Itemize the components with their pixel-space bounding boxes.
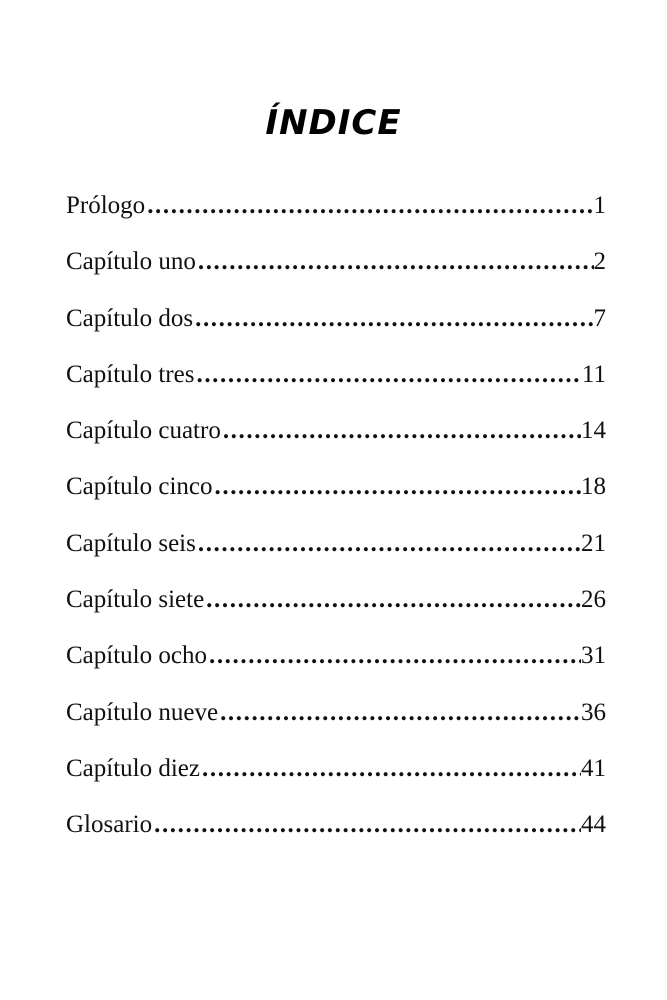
dot-leader — [196, 242, 594, 282]
toc-entry-page: 44 — [581, 811, 606, 839]
page-title: ÍNDICE — [265, 103, 402, 143]
toc-entry-label: Capítulo ocho — [66, 642, 207, 670]
toc-entry-page: 1 — [593, 192, 606, 219]
toc-entry-label: Capítulo uno — [66, 248, 196, 276]
toc-entry-capitulo-dos — [66, 299, 606, 355]
toc-entry-capitulo-diez — [66, 749, 606, 805]
dot-leader — [152, 805, 581, 845]
dot-leader — [218, 693, 581, 733]
toc-entry-capitulo-siete — [66, 580, 606, 636]
toc-entry-page: 21 — [581, 529, 606, 557]
toc-entry-label: Capítulo tres — [66, 360, 195, 388]
toc-entry-label: Capítulo dos — [66, 304, 194, 332]
toc-entry-page: 36 — [581, 698, 606, 726]
toc-entry-page: 18 — [581, 473, 606, 501]
toc-entry-page: 41 — [581, 754, 606, 782]
toc-entry-label: Capítulo diez — [66, 754, 200, 782]
dot-leader — [213, 467, 582, 507]
toc-entry-capitulo-cinco — [66, 467, 606, 523]
toc-entry-page: 31 — [581, 642, 606, 670]
toc-entry-page: 11 — [581, 360, 606, 388]
toc-entry-page: 14 — [581, 417, 606, 445]
toc-entry-label: Capítulo cinco — [66, 473, 213, 501]
toc-entry-capitulo-tres — [66, 355, 606, 411]
toc-entry-page: 7 — [593, 304, 606, 332]
dot-leader — [204, 580, 581, 620]
dot-leader — [200, 749, 581, 789]
toc-entry-label: Capítulo seis — [66, 529, 196, 557]
toc-entry-capitulo-cuatro — [66, 411, 606, 467]
toc-entry-label: Prólogo — [66, 192, 146, 219]
dot-leader — [207, 636, 581, 676]
toc-entry-capitulo-nueve — [66, 693, 606, 749]
dot-leader — [196, 524, 581, 564]
toc-entry-capitulo-seis — [66, 524, 606, 580]
dot-leader — [221, 411, 581, 451]
toc-entry-label: Glosario — [66, 811, 153, 839]
toc-entry-page: 2 — [593, 248, 606, 276]
table-of-contents — [66, 186, 606, 862]
toc-entry-label: Capítulo siete — [66, 586, 205, 614]
dot-leader — [193, 299, 593, 339]
toc-entry-capitulo-uno — [66, 242, 606, 298]
toc-entry-label: Capítulo nueve — [66, 698, 219, 726]
toc-entry-capitulo-ocho — [66, 636, 606, 692]
toc-entry-glosario — [66, 805, 606, 861]
toc-entry-label: Capítulo cuatro — [66, 417, 221, 445]
toc-entry-prologo — [66, 186, 606, 242]
dot-leader — [145, 186, 593, 226]
toc-entry-page: 26 — [581, 586, 606, 614]
dot-leader — [194, 355, 581, 395]
